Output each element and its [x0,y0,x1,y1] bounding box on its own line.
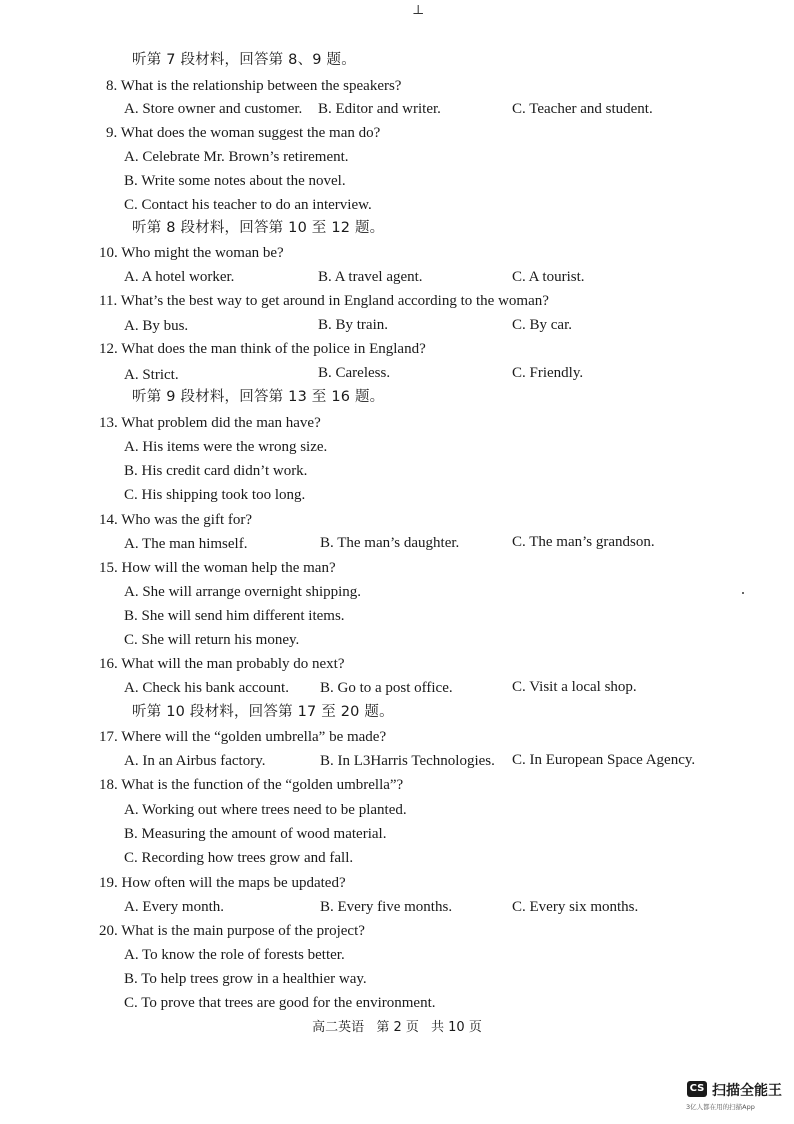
q8-option-b: B. Editor and writer. [318,101,441,117]
question-number: 16. [99,656,118,672]
q20-option-a: A. To know the role of forests better. [124,947,345,963]
q9-option-b: B. Write some notes about the novel. [124,173,346,189]
footer-total-pages: 共 10 页 [431,1020,482,1035]
question-number: 17. [99,729,118,745]
question-11 [99,292,549,310]
question-18 [99,776,403,794]
question-text: Who was the gift for? [121,512,253,528]
q18-option-c: C. Recording how trees grow and fall. [124,850,354,866]
question-number: 18. [99,777,118,793]
question-text: How will the woman help the man? [121,560,336,576]
question-number: 12. [99,341,118,357]
q10-option-c: C. A tourist. [512,269,585,285]
q13-option-a: A. His items were the wrong size. [124,439,328,455]
camscanner-logo-icon: CS [687,1081,707,1097]
question-15 [99,559,336,577]
q16-option-b: B. Go to a post office. [320,680,453,696]
section-heading-8: 听第 8 段材料，回答第 10 至 12 题。 [132,220,385,236]
q15-option-b: B. She will send him different items. [124,608,345,624]
question-8 [106,77,401,95]
q11-option-b: B. By train. [318,317,388,333]
section-heading-7: 听第 7 段材料，回答第 8、9 题。 [132,52,356,68]
top-binding-mark: ⊥ [412,2,425,17]
section-heading-9: 听第 9 段材料，回答第 13 至 16 题。 [132,389,385,405]
question-text: What does the woman suggest the man do? [120,125,381,141]
q17-option-a: A. In an Airbus factory. [124,753,266,769]
question-9 [106,124,380,142]
q12-option-a: A. Strict. [124,367,179,383]
q9-option-a: A. Celebrate Mr. Brown’s retirement. [124,149,349,165]
q12-option-c: C. Friendly. [512,365,584,381]
question-text: What is the main purpose of the project? [121,923,365,939]
q18-option-b: B. Measuring the amount of wood material. [124,826,387,842]
q19-option-c: C. Every six months. [512,899,639,915]
q8-option-c: C. Teacher and student. [512,101,653,117]
question-number: 14. [99,512,118,528]
question-20 [99,922,365,940]
question-number: 9. [106,125,118,141]
question-text: What’s the best way to get around in England according to the woman? [120,293,549,309]
q14-option-c: C. The man’s grandson. [512,534,655,550]
q16-option-c: C. Visit a local shop. [512,679,637,695]
q9-option-c: C. Contact his teacher to do an interview. [124,197,372,213]
question-text: What problem did the man have? [121,415,321,431]
question-10 [99,244,284,262]
q14-option-a: A. The man himself. [124,536,248,552]
q11-option-a: A. By bus. [124,318,189,334]
question-text: What is the function of the “golden umbrella”? [121,777,404,793]
question-14 [99,511,252,529]
question-number: 19. [99,875,118,891]
q10-option-a: A. A hotel worker. [124,269,235,285]
question-13 [99,414,321,432]
question-text: What is the relationship between the speakers? [120,78,402,94]
q14-option-b: B. The man’s daughter. [320,535,460,551]
q19-option-a: A. Every month. [124,899,224,915]
footer-page-number: 第 2 页 [376,1020,419,1035]
question-19 [99,874,346,892]
question-17 [99,728,386,746]
scan-speck [742,592,744,594]
q13-option-b: B. His credit card didn’t work. [124,463,308,479]
footer-subject: 高二英语 [312,1020,365,1035]
q13-option-c: C. His shipping took too long. [124,487,306,503]
page-footer [0,1016,794,1035]
question-number: 20. [99,923,118,939]
question-number: 8. [106,78,118,94]
q17-option-c: C. In European Space Agency. [512,752,696,768]
question-16 [99,655,345,673]
q11-option-c: C. By car. [512,317,572,333]
question-text: Who might the woman be? [121,245,284,261]
question-number: 10. [99,245,118,261]
question-text: What does the man think of the police in England? [121,341,426,357]
q10-option-b: B. A travel agent. [318,269,423,285]
q20-option-c: C. To prove that trees are good for the environment. [124,995,436,1011]
q16-option-a: A. Check his bank account. [124,680,289,696]
camscanner-name: 扫描全能王 [712,1083,782,1099]
question-number: 11. [99,293,118,309]
q17-option-b: B. In L3Harris Technologies. [320,753,495,769]
question-number: 13. [99,415,118,431]
camscanner-tagline: 3亿人都在用的扫描App [686,1103,755,1111]
q20-option-b: B. To help trees grow in a healthier way. [124,971,367,987]
q12-option-b: B. Careless. [318,365,391,381]
question-12 [99,340,426,358]
q15-option-c: C. She will return his money. [124,632,300,648]
question-text: Where will the “golden umbrella” be made? [121,729,387,745]
question-number: 15. [99,560,118,576]
q18-option-a: A. Working out where trees need to be planted. [124,802,407,818]
section-heading-10: 听第 10 段材料，回答第 17 至 20 题。 [132,704,394,720]
q8-option-a: A. Store owner and customer. [124,101,303,117]
q19-option-b: B. Every five months. [320,899,453,915]
q15-option-a: A. She will arrange overnight shipping. [124,584,362,600]
question-text: How often will the maps be updated? [121,875,346,891]
question-text: What will the man probably do next? [121,656,345,672]
